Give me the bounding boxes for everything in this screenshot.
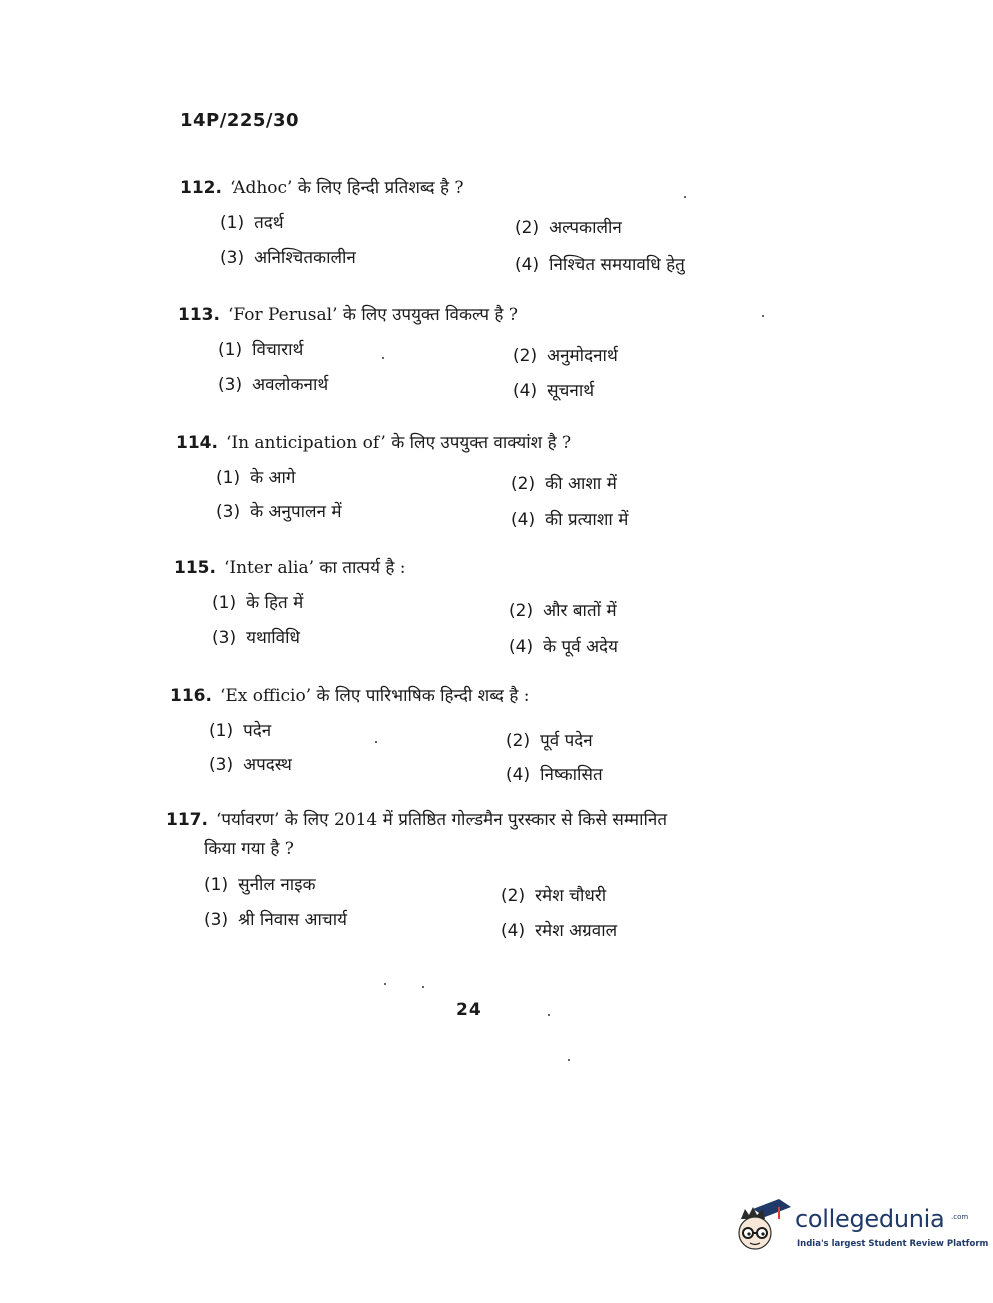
option-text: तदर्थ bbox=[254, 213, 284, 233]
option-label: (1) bbox=[212, 593, 237, 613]
option-label: (3) bbox=[216, 502, 241, 522]
question-number: 116. bbox=[170, 686, 212, 706]
option-1 bbox=[209, 718, 271, 741]
option-2 bbox=[501, 883, 606, 906]
question-stem: ‘Inter alia’ का तात्पर्य है : bbox=[223, 558, 406, 578]
option-label: (1) bbox=[218, 340, 243, 360]
collegedunia-logo bbox=[735, 1195, 989, 1265]
option-2 bbox=[509, 598, 617, 621]
option-4 bbox=[501, 918, 617, 941]
question-stem: ‘Ex officio’ के लिए पारिभाषिक हिन्दी शब्द है : bbox=[219, 686, 530, 706]
option-3 bbox=[220, 245, 356, 268]
option-label: (3) bbox=[218, 375, 243, 395]
option-text: यथाविधि bbox=[246, 628, 300, 648]
option-4 bbox=[509, 634, 618, 657]
scan-speck bbox=[762, 315, 764, 317]
mascot-icon bbox=[735, 1197, 791, 1257]
option-2 bbox=[511, 471, 617, 494]
option-text: रमेश अग्रवाल bbox=[535, 921, 618, 941]
option-2 bbox=[506, 728, 593, 751]
scan-speck bbox=[384, 983, 386, 985]
option-text: अनिश्चितकालीन bbox=[254, 248, 356, 268]
option-text: के पूर्व अदेय bbox=[543, 637, 618, 657]
option-label: (4) bbox=[501, 921, 526, 941]
option-text: सूचनार्थ bbox=[547, 381, 595, 401]
scan-speck bbox=[548, 1014, 550, 1016]
option-3 bbox=[209, 752, 292, 775]
question-text bbox=[176, 430, 571, 453]
logo-suffix: .com bbox=[951, 1213, 969, 1221]
question-text bbox=[174, 555, 406, 578]
question-stem: ‘For Perusal’ के लिए उपयुक्त विकल्प है ? bbox=[227, 305, 518, 325]
option-text: निश्चित समयावधि हेतु bbox=[549, 255, 685, 275]
scan-speck bbox=[382, 357, 384, 359]
option-1 bbox=[204, 872, 316, 895]
question-text-continued: किया गया है ? bbox=[204, 839, 294, 859]
logo-tagline: India's largest Student Review Platform bbox=[797, 1239, 989, 1249]
question-number: 113. bbox=[178, 305, 220, 325]
option-label: (1) bbox=[209, 721, 234, 741]
option-3 bbox=[204, 907, 347, 930]
option-text: निष्कासित bbox=[540, 765, 603, 785]
option-1 bbox=[218, 337, 303, 360]
option-text: अनुमोदनार्थ bbox=[547, 346, 618, 366]
question-number: 112. bbox=[180, 178, 222, 198]
option-label: (1) bbox=[216, 468, 241, 488]
option-label: (2) bbox=[506, 731, 531, 751]
option-text: अपदस्थ bbox=[243, 755, 292, 775]
option-label: (4) bbox=[513, 381, 538, 401]
question-number: 117. bbox=[166, 810, 208, 830]
option-text: और बातों में bbox=[543, 601, 617, 621]
paper-code: 14P/225/30 bbox=[180, 110, 300, 131]
option-text: की प्रत्याशा में bbox=[545, 510, 629, 530]
option-2 bbox=[515, 215, 622, 238]
option-label: (2) bbox=[513, 346, 538, 366]
option-1 bbox=[220, 210, 284, 233]
option-label: (1) bbox=[204, 875, 229, 895]
question-text bbox=[178, 302, 518, 325]
option-label: (1) bbox=[220, 213, 245, 233]
option-text: के हित में bbox=[246, 593, 304, 613]
option-1 bbox=[216, 465, 296, 488]
option-label: (4) bbox=[509, 637, 534, 657]
scan-speck bbox=[422, 986, 424, 988]
option-text: अवलोकनार्थ bbox=[252, 375, 329, 395]
option-text: सुनील नाइक bbox=[238, 875, 316, 895]
logo-wordmark: collegedunia bbox=[795, 1205, 945, 1233]
option-text: अल्पकालीन bbox=[549, 218, 622, 238]
option-label: (3) bbox=[220, 248, 245, 268]
question-stem: ‘Adhoc’ के लिए हिन्दी प्रतिशब्द है ? bbox=[229, 178, 464, 198]
scan-speck bbox=[375, 741, 377, 743]
option-4 bbox=[511, 507, 628, 530]
option-text: की आशा में bbox=[545, 474, 617, 494]
question-text bbox=[170, 683, 530, 706]
option-label: (2) bbox=[511, 474, 536, 494]
option-label: (2) bbox=[515, 218, 540, 238]
question-stem: ‘In anticipation of’ के लिए उपयुक्त वाक्यांश है ? bbox=[225, 433, 572, 453]
scan-speck bbox=[568, 1059, 570, 1061]
option-label: (2) bbox=[509, 601, 534, 621]
option-text: विचारार्थ bbox=[252, 340, 304, 360]
option-2 bbox=[513, 343, 618, 366]
option-label: (4) bbox=[515, 255, 540, 275]
question-text bbox=[166, 807, 667, 830]
option-label: (4) bbox=[506, 765, 531, 785]
option-text: श्री निवास आचार्य bbox=[238, 910, 347, 930]
option-label: (3) bbox=[204, 910, 229, 930]
option-text: पदेन bbox=[243, 721, 272, 741]
option-text: रमेश चौधरी bbox=[535, 886, 607, 906]
question-stem: ‘पर्यावरण’ के लिए 2014 में प्रतिष्ठित गोल्डमैन पुरस्कार से किसे सम्मानित bbox=[215, 810, 668, 830]
option-label: (4) bbox=[511, 510, 536, 530]
option-label: (3) bbox=[212, 628, 237, 648]
option-1 bbox=[212, 590, 303, 613]
option-3 bbox=[212, 625, 300, 648]
option-text: के अनुपालन में bbox=[250, 502, 342, 522]
option-4 bbox=[515, 252, 685, 275]
option-3 bbox=[216, 499, 342, 522]
scan-speck bbox=[684, 196, 686, 198]
option-text: पूर्व पदेन bbox=[540, 731, 593, 751]
question-text bbox=[180, 175, 464, 198]
option-4 bbox=[506, 762, 603, 785]
page-number: 24 bbox=[456, 1000, 482, 1020]
option-label: (3) bbox=[209, 755, 234, 775]
option-label: (2) bbox=[501, 886, 526, 906]
option-4 bbox=[513, 378, 594, 401]
option-3 bbox=[218, 372, 328, 395]
question-number: 115. bbox=[174, 558, 216, 578]
option-text: के आगे bbox=[250, 468, 296, 488]
question-number: 114. bbox=[176, 433, 218, 453]
